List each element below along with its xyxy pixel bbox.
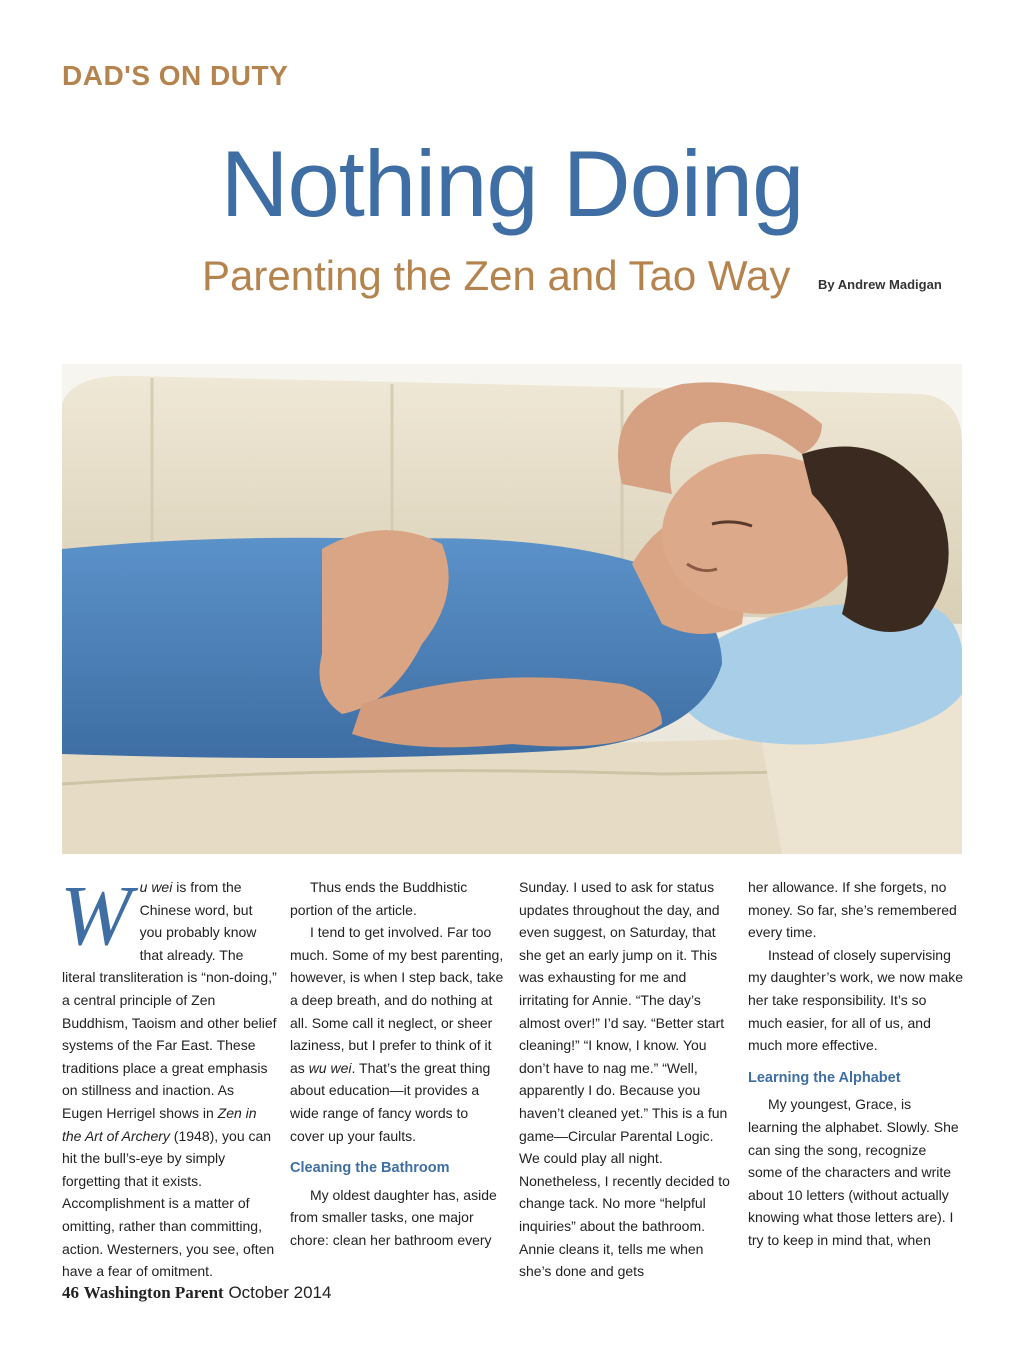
subheading-learning-alphabet: Learning the Alphabet [748, 1069, 901, 1086]
book-title: Zen in the Art of Archery [62, 1104, 257, 1144]
text-span: (1948), you can hit the bull’s-eye by simply forgetting that it exists. Accomplishment is a matter of omitting, rather than committing, action. Westerners, you see, often have a fear of omitment. [62, 1127, 275, 1280]
publication-name: Washington Parent [83, 1283, 224, 1302]
subheading-cleaning-bathroom: Cleaning the Bathroom [290, 1160, 450, 1177]
column-4 [748, 876, 964, 1252]
paragraph [290, 921, 506, 1147]
italic-term: wu wei [308, 1059, 352, 1076]
text-span: . That’s the great thing about education—it provides a wide range of fancy words to cover up your faults. [290, 1059, 491, 1144]
article-title: Nothing Doing [220, 131, 804, 236]
paragraph: Sunday. I used to ask for status updates throughout the day, and even suggest, on Saturday, that she get an early jump on it. This was exhausting for me and irritating for Annie. “The day’s almost over!” I’d say. “Better start cleaning!” “I know, I know. You don’t have to nag me.” “Well, apparently I do. Because you haven’t cleaned yet.” This is a fun game—Circular Parental Logic. We could play all night. Nonetheless, I recently decided to change tack. No more “helpful inquiries” about the bathroom. Annie cleans it, tells me when she’s done and gets [519, 879, 730, 1280]
hero-photo [62, 364, 962, 854]
column-1 [60, 867, 278, 1283]
page-number: 46 [62, 1283, 79, 1302]
paragraph: her allowance. If she forgets, no money. So far, she’s remembered every time. [748, 879, 957, 941]
column-3 [519, 876, 735, 1283]
man-resting-on-sofa-image [62, 364, 962, 854]
paragraph: My oldest daughter has, aside from smaller tasks, one major chore: clean her bathroom every [290, 1186, 497, 1248]
drop-cap: W [60, 867, 132, 963]
byline: By Andrew Madigan [818, 277, 942, 292]
paragraph: Thus ends the Buddhistic portion of the article. [290, 879, 468, 918]
paragraph: My youngest, Grace, is learning the alphabet. Slowly. She can sing the song, recognize some of the characters and write about 10 letters (without actually knowing what those letters are). I try to keep in mind that, when [748, 1096, 959, 1248]
text-span: is from the Chinese word, but you probably know that already. The literal transliteration is “non-doing,” a central principle of Zen Buddhism, Taoism and other belief systems of the Far East. These traditions place a great emphasis on stillness and inaction. As Eugen Herrigel shows in [62, 879, 277, 1121]
page-footer [62, 1283, 331, 1303]
text-span: I tend to get involved. Far too much. Some of my best parenting, however, is when I step back, take a deep breath, and do nothing at all. Some call it neglect, or sheer laziness, but I prefer to think of it as [290, 924, 504, 1076]
section-label: DAD'S ON DUTY [62, 60, 289, 91]
column-2 [290, 876, 506, 1252]
paragraph [60, 867, 278, 1283]
paragraph: Instead of closely supervising my daughter’s work, we now make her take responsibility. It’s so much easier, for all of us, and much more effective. [748, 946, 964, 1054]
issue-date: October 2014 [228, 1283, 332, 1302]
italic-term: u wei [139, 879, 173, 895]
article-body [60, 867, 964, 1280]
article-subtitle: Parenting the Zen and Tao Way [202, 252, 791, 299]
